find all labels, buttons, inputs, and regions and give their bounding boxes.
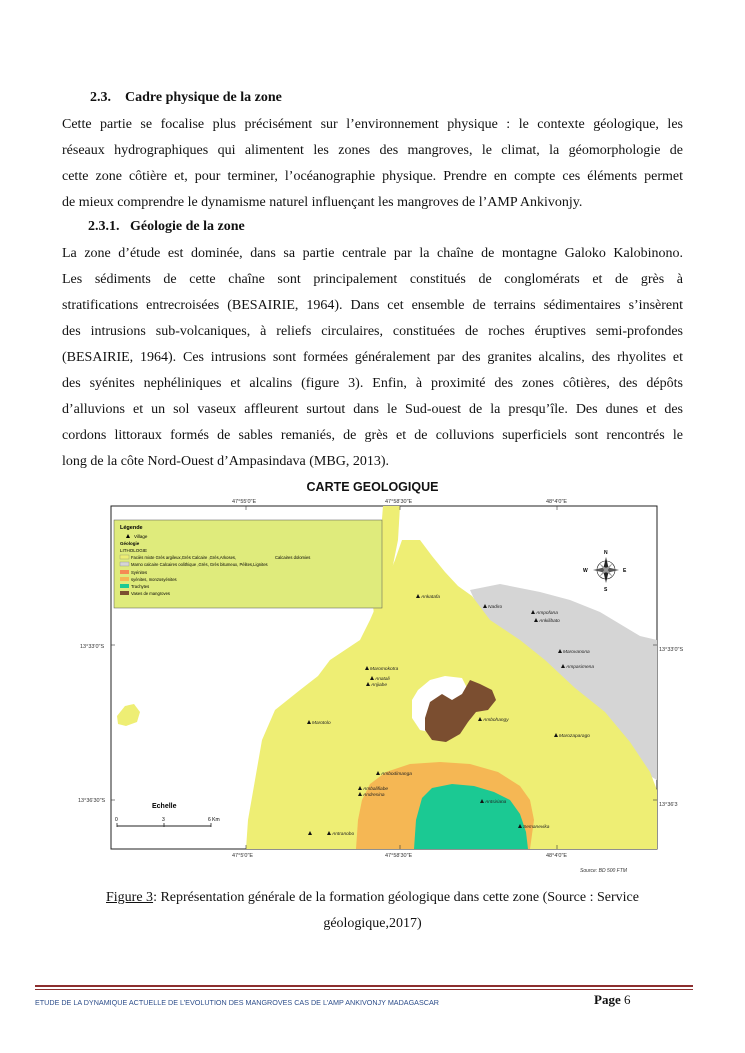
top-tick-2: 47°58'30"E [385, 499, 413, 505]
page-number [594, 992, 630, 1008]
place-label: Andresina [363, 793, 385, 798]
place-label: Maromokotra [370, 667, 399, 672]
left-tick-1: 13°33'0"S [80, 644, 105, 650]
scale-title: Echelle [152, 803, 177, 810]
text-line: réseaux hydrographiques qui alimentent les zones des mangroves, le climat, la géomorphologie de [62, 143, 683, 158]
legend-geologie: Géologie [120, 541, 140, 546]
place-label: Anatali [375, 677, 390, 682]
text-line: (BESAIRIE, 1964). Ces intrusions sont formées généralement par des granites alcalins, des rhyolites et [62, 350, 683, 365]
place-label: Ambalifiabe [363, 787, 389, 792]
legend-village: Village [134, 534, 148, 539]
place-label: Antranobo [332, 832, 355, 837]
text-line: Cette partie se focalise plus précisément sur l’environnement physique : le contexte géologique, les [62, 117, 683, 132]
scale-tick-0: 0 [115, 817, 118, 823]
map-title: CARTE GEOLOGIQUE [306, 480, 439, 494]
figure-caption [62, 885, 683, 937]
bottom-tick-3: 48°4'0"E [546, 853, 568, 859]
place-label: Nadiro [488, 605, 503, 610]
legend-item-4: syénites, monzosyénites [131, 577, 177, 582]
right-tick-1: 13°33'0"S [659, 647, 684, 653]
compass-n: N [604, 550, 608, 556]
top-tick-1: 47°55'0"E [232, 499, 257, 505]
place-label: Antsiriana [485, 800, 507, 805]
place-label: Marotolo [312, 721, 331, 726]
place-label: Ankilibato [539, 619, 560, 624]
text-line: cordons littoraux formés de sables remaniés, de grès et de colluvions superficiels sont rencontrés le [62, 428, 683, 443]
text-line: des syénites nephéliniques et alcalins (figure 3). Enfin, à proximité des zones côtières, des dépôts [62, 376, 683, 391]
page-label: Page [594, 992, 621, 1007]
caption-text-2: géologique,2017) [323, 916, 422, 931]
caption-label: Figure 3 [106, 890, 154, 905]
place-label: Ankatafa [421, 595, 440, 600]
footer-rule [35, 985, 693, 987]
section-title: Cadre physique de la zone [125, 90, 282, 105]
page-value: 6 [623, 992, 631, 1007]
text-line: La zone d’étude est dominée, dans sa partie centrale par la chaîne de montagne Galoko Kalobinono. [62, 246, 683, 261]
footer-title: ETUDE DE LA DYNAMIQUE ACTUELLE DE L’EVOLUTION DES MANGROVES CAS DE L’AMP ANKIVONJY MADAGASCAR [35, 998, 439, 1007]
compass-w: W [583, 568, 588, 574]
legend-item-5: Trachytes [131, 584, 150, 589]
bottom-tick-2: 47°58'30"E [385, 853, 413, 859]
compass-e: E [623, 568, 627, 574]
legend-item-2: Marno calcaire Calcaires oolithique ,Grès, Grès bitumeux, Pélites,Lignites [131, 562, 268, 567]
legend-title: Légende [120, 525, 143, 531]
legend-item-1a: Faciès mixte Grès argileux,Grès Calcaire ,Grès,Arkoses, [131, 555, 237, 560]
place-label: Marovanona [563, 650, 590, 655]
map-legend [114, 520, 382, 608]
scale-tick-6: 6 Km [208, 817, 220, 823]
text-line: long de la côte Nord-Ouest d’Ampasindava (MBG, 2013). [62, 454, 389, 469]
legend-item-1b: Calcaires dolomies [275, 555, 311, 560]
caption-text: : Représentation générale de la formation géologique dans cette zone (Source : Service [153, 890, 639, 905]
top-tick-3: 48°4'0"E [546, 499, 568, 505]
map-source: Source: BD 500 FTM [580, 868, 627, 874]
subsection-number: 2.3.1. [88, 219, 120, 234]
place-label: Ambohangy [483, 718, 509, 723]
left-tick-2: 13°36'30"S [78, 798, 106, 804]
compass-s: S [604, 587, 608, 593]
place-label: Ambodimanga [381, 772, 412, 777]
footer-rule-thin [35, 989, 693, 990]
section-number: 2.3. [90, 90, 111, 105]
place-label: Ampofana [536, 611, 558, 616]
legend-item-3: Syénites [131, 570, 148, 575]
text-line: de mieux comprendre le dynamisme naturel influençant les mangroves de l’AMP Ankivonjy. [62, 195, 583, 210]
text-line: stratifications entrecroisées (BESAIRIE, 1964). Dans cet ensemble de terrains sédimentaires s’insèrent [62, 298, 683, 313]
right-tick-2: 13°36'3 [659, 802, 678, 808]
text-line: cette zone côtière et, pour terminer, l’océanographie physique. Prendre en compte ces éléments permet [62, 169, 683, 184]
text-line: des intrusions sub-volcaniques, à reliefs circulaires, constituées de roches éruptives semi-profondes [62, 324, 683, 339]
bottom-tick-1: 47°5'0"E [232, 853, 254, 859]
text-line: d’alluvions et un sol vaseux affleurent surtout dans le Sud-ouest de la presqu’île. Des dunes et des [62, 402, 683, 417]
place-label: Anjiabe [371, 683, 388, 688]
place-label: Ampasimena [566, 665, 594, 670]
subsection-title: Géologie de la zone [130, 219, 245, 234]
scale-tick-3: 3 [162, 817, 165, 823]
text-line: Les sédiments de cette chaîne sont principalement constitués de conglomérats et de grès à [62, 272, 683, 287]
legend-lithologie: LITHOLOGIE [120, 548, 148, 553]
place-label: Marozaparago [559, 734, 590, 739]
legend-item-6: Vases de mangroves [131, 591, 171, 596]
place-label: Semanevika [523, 825, 550, 830]
